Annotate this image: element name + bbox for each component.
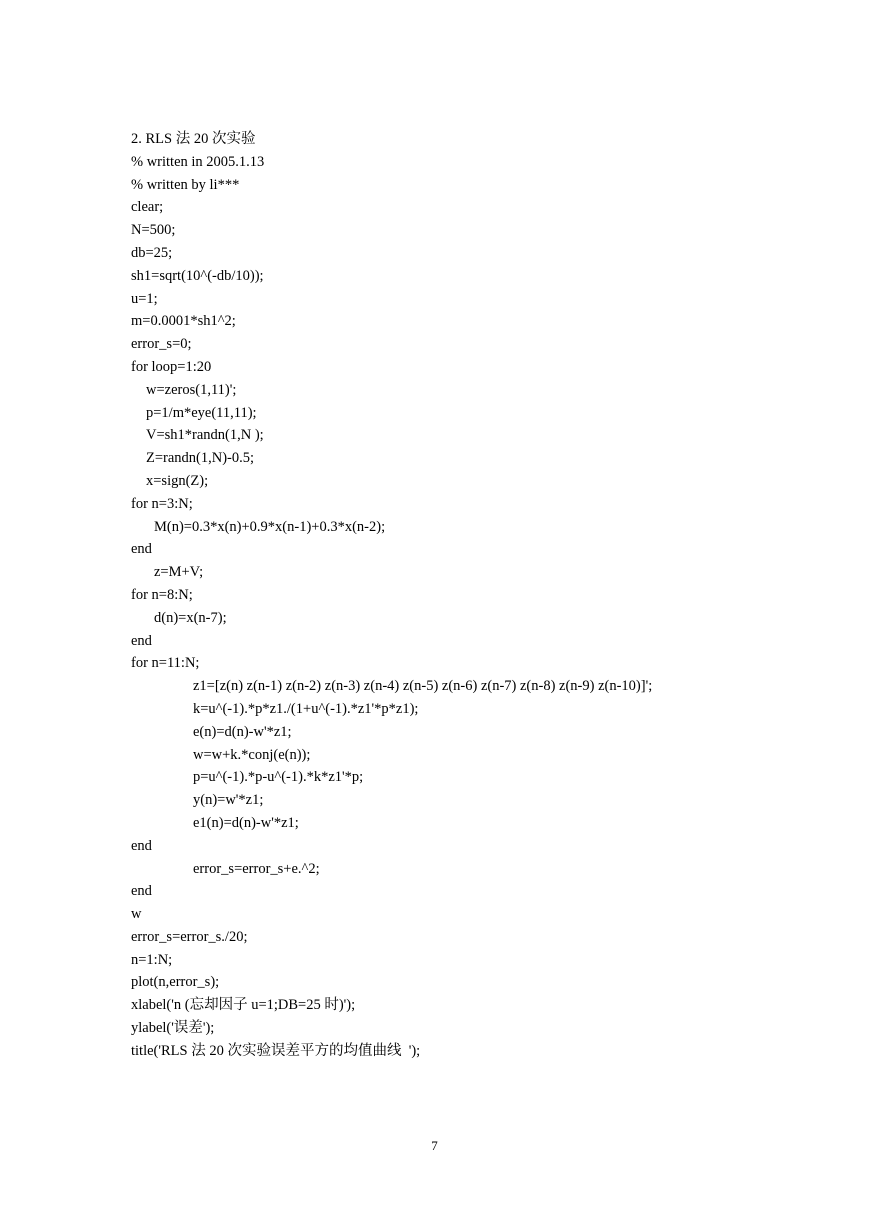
code-line: d(n)=x(n-7); (154, 609, 227, 626)
code-line: w=zeros(1,11)'; (146, 381, 237, 398)
code-line: w=w+k.*conj(e(n)); (193, 746, 311, 763)
code-line: Z=randn(1,N)-0.5; (146, 450, 255, 467)
code-line: N=500; (131, 222, 176, 239)
code-line: e(n)=d(n)-w'*z1; (193, 723, 292, 740)
section-heading: 2. RLS 法 20 次实验 (131, 131, 256, 147)
code-line: z=M+V; (154, 564, 204, 581)
code-line: xlabel('n (忘却因子 u=1;DB=25 时)'); (131, 997, 356, 1014)
code-line: plot(n,error_s); (131, 974, 220, 991)
code-line: error_s=error_s+e.^2; (193, 860, 320, 877)
code-line: for n=11:N; (131, 655, 200, 672)
code-line: end (131, 837, 152, 854)
code-line: end (131, 632, 152, 649)
code-line: for loop=1:20 (131, 358, 212, 375)
code-line: e1(n)=d(n)-w'*z1; (193, 814, 299, 831)
code-line: V=sh1*randn(1,N ); (146, 427, 264, 444)
code-line: w (131, 906, 142, 923)
code-line: for n=3:N; (131, 495, 193, 512)
code-line: u=1; (131, 290, 158, 307)
code-listing (131, 128, 831, 1063)
code-line: p=u^(-1).*p-u^(-1).*k*z1'*p; (193, 769, 364, 786)
code-line: % written by li*** (131, 176, 240, 193)
code-line: z1=[z(n) z(n-1) z(n-2) z(n-3) z(n-4) z(n-5) z(n-6) z(n-7) z(n-8) z(n-9) z(n-10)]'; (193, 678, 653, 695)
code-line: db=25; (131, 244, 173, 261)
code-line: error_s=error_s./20; (131, 928, 248, 945)
code-line: error_s=0; (131, 336, 192, 353)
code-line: end (131, 883, 152, 900)
code-line: M(n)=0.3*x(n)+0.9*x(n-1)+0.3*x(n-2); (154, 518, 386, 535)
code-line: title('RLS 法 20 次实验误差平方的均值曲线 '); (131, 1042, 421, 1059)
code-line: ylabel('误差'); (131, 1020, 215, 1037)
code-line: n=1:N; (131, 951, 173, 968)
code-line: x=sign(Z); (146, 472, 209, 489)
code-line: k=u^(-1).*p*z1./(1+u^(-1).*z1'*p*z1); (193, 700, 419, 717)
code-line: m=0.0001*sh1^2; (131, 313, 236, 330)
code-line: sh1=sqrt(10^(-db/10)); (131, 267, 264, 284)
code-line: for n=8:N; (131, 586, 193, 603)
code-line: % written in 2005.1.13 (131, 153, 265, 170)
code-line: end (131, 541, 152, 558)
code-line: y(n)=w'*z1; (193, 792, 264, 809)
code-line: clear; (131, 199, 164, 216)
page-number: 7 (431, 1138, 438, 1153)
code-line: p=1/m*eye(11,11); (146, 404, 257, 421)
